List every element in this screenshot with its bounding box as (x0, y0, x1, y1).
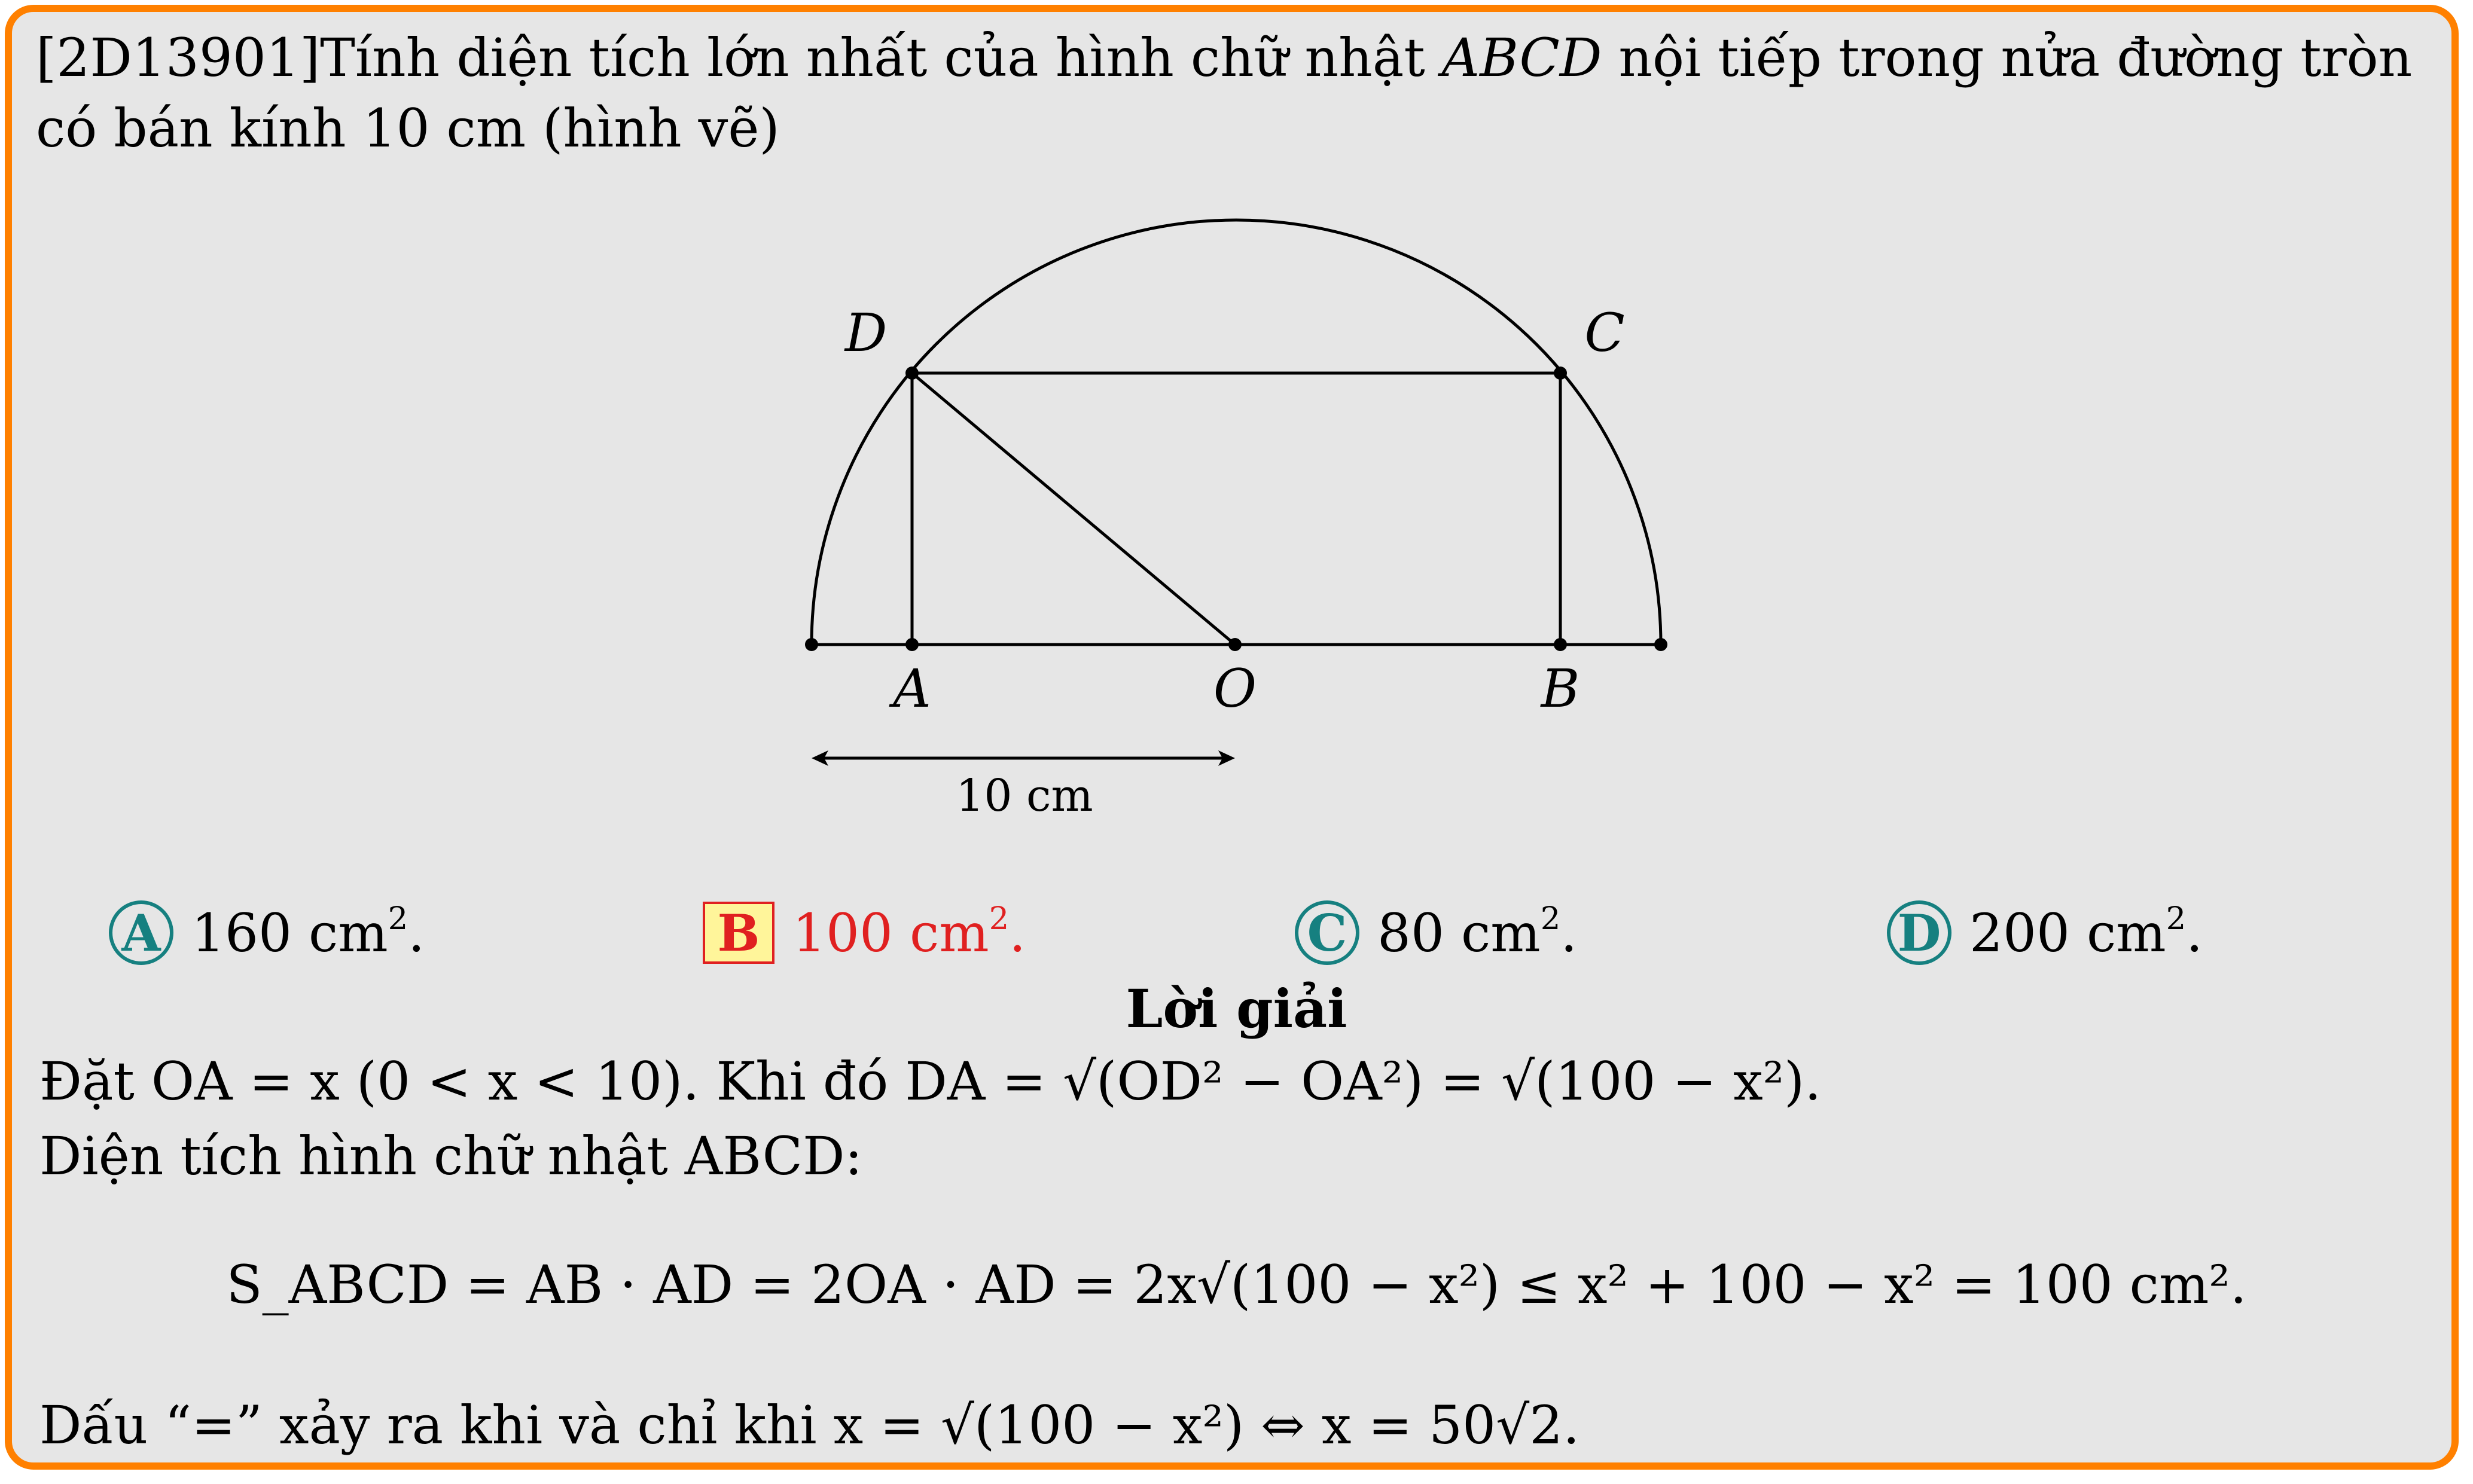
radius-label: 10 cm (956, 770, 1093, 822)
problem-text-before: [2D13901]Tính diện tích lớn nhất của hình chữ nhật (36, 27, 1442, 88)
point-O (1228, 638, 1242, 651)
label-D: D (844, 302, 888, 364)
choice-d[interactable] (1887, 894, 2203, 972)
point-left-end (805, 638, 818, 651)
label-A: A (893, 658, 931, 719)
solution-line-1: Đặt OA = x (0 < x < 10). Khi đó DA = √(OD² − OA²) = √(100 − x²). (39, 1051, 1822, 1112)
choice-a[interactable] (109, 894, 425, 972)
point-C (1554, 367, 1567, 380)
choice-b[interactable] (703, 894, 1026, 972)
solution-line-3: Dấu “=” xảy ra khi và chỉ khi x = √(100 − x²) ⇔ x = 50√2. (39, 1394, 1580, 1456)
choice-b-letter: B (703, 902, 774, 964)
choice-b-text: 100 $cm^2$. (792, 900, 1026, 964)
choice-d-letter: D (1887, 900, 1951, 965)
label-C: C (1584, 302, 1625, 364)
label-B: B (1541, 658, 1580, 719)
answer-choices (0, 894, 2473, 972)
choice-c-letter: C (1295, 900, 1359, 965)
label-O: O (1213, 658, 1257, 719)
choice-c[interactable] (1295, 894, 1577, 972)
choice-a-text: 160 $cm^2$. (191, 900, 425, 964)
semicircle-arc (812, 220, 1661, 645)
solution-equation: S_ABCD = AB · AD = 2OA · AD = 2x√(100 − x²) ≤ x² + 100 − x² = 100 cm². (226, 1254, 2247, 1315)
choice-d-text: 200 $cm^2$. (1969, 900, 2203, 964)
point-B (1554, 638, 1567, 651)
point-D (905, 367, 919, 380)
problem-text-after: nội tiếp trong nửa đường tròn có bán kính 10 cm (hình vẽ) (36, 27, 2413, 159)
solution-line-2: Diện tích hình chữ nhật ABCD: (39, 1125, 863, 1187)
choice-c-text: 80 $cm^2$. (1377, 900, 1578, 964)
solution-title: Lời giải (1126, 978, 1347, 1040)
problem-shape-name: ABCD (1441, 27, 1602, 88)
point-right-end (1654, 638, 1667, 651)
segment-OD (912, 373, 1235, 645)
choice-a-letter: A (109, 900, 173, 965)
point-A (905, 638, 919, 651)
